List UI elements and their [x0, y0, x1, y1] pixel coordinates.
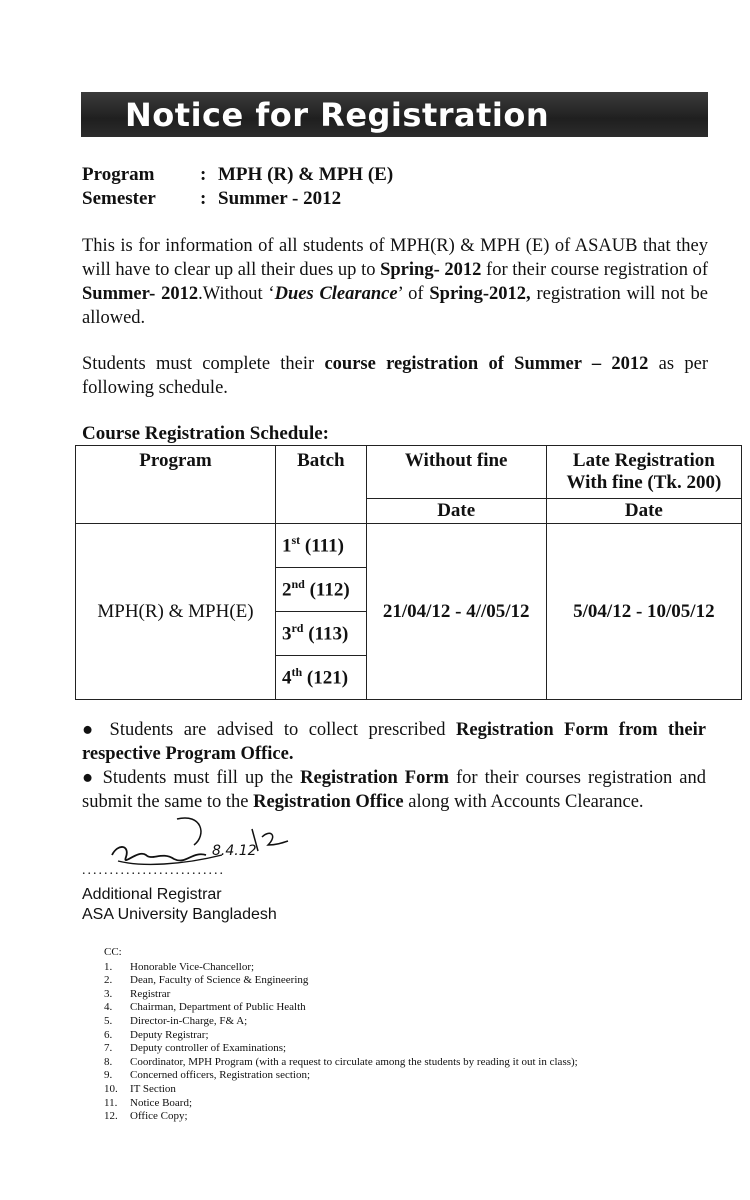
item-number: 7. — [104, 1042, 113, 1055]
list-item — [104, 1015, 578, 1029]
list-item: ● Students are advised to collect prescribed Registration Form from their respective Program Office. — [82, 720, 706, 764]
title-banner — [81, 92, 708, 137]
header-row — [76, 446, 742, 499]
signature-date: 8.4.12 — [212, 843, 257, 859]
text: Students must complete their — [82, 354, 325, 374]
bold-text: Spring-2012, — [429, 284, 531, 304]
colon: : — [200, 188, 207, 209]
schedule-table — [75, 445, 742, 700]
text: registration will not be allowed. — [82, 284, 708, 328]
dues-paragraph — [82, 234, 708, 330]
cc-recipient: Honorable Vice-Chancellor; — [130, 960, 255, 973]
cc-recipient: Chairman, Department of Public Health — [130, 1001, 306, 1014]
item-number: 4. — [104, 1001, 113, 1014]
table-row — [76, 524, 742, 568]
cc-items — [104, 961, 578, 1124]
cc-recipient: Coordinator, MPH Program (with a request to circulate among the students by reading it out in class); — [130, 1055, 578, 1068]
list-item — [104, 1110, 578, 1124]
schedule-paragraph — [82, 352, 708, 400]
bold-text: Spring- 2012 — [380, 260, 482, 280]
cc-heading: CC: — [104, 946, 122, 958]
bullet-icon: ● — [82, 720, 110, 740]
header-batch: Batch — [275, 446, 366, 524]
cc-recipient: Office Copy; — [130, 1110, 188, 1123]
cc-list — [104, 946, 578, 1124]
item-number: 11. — [104, 1096, 118, 1109]
cc-recipient: Concerned officers, Registration section; — [130, 1069, 311, 1082]
semester-label: Semester — [82, 188, 156, 209]
semester-row — [82, 187, 393, 211]
item-number: 1. — [104, 960, 113, 973]
list-item — [104, 1097, 578, 1111]
program-cell: MPH(R) & MPH(E) — [76, 524, 276, 700]
header-program: Program — [76, 446, 276, 524]
text: for their course registration of — [481, 260, 708, 280]
batch-cell: 4th (121) — [275, 656, 366, 700]
program-row — [82, 163, 393, 187]
cc-recipient: Registrar — [130, 987, 171, 1000]
list-item — [104, 974, 578, 988]
cc-recipient: Deputy Registrar; — [130, 1028, 209, 1041]
schedule-title: Course Registration Schedule: — [82, 423, 329, 444]
batch-cell: 2nd (112) — [275, 568, 366, 612]
without-fine-date: 21/04/12 - 4//05/12 — [366, 524, 546, 700]
date-header: Date — [546, 499, 741, 524]
bold-text: course registration of Summer – 2012 — [324, 354, 649, 374]
item-number: 6. — [104, 1028, 113, 1041]
text: .Without ‘ — [198, 284, 275, 304]
list-item — [104, 1056, 578, 1070]
text: ’ of — [397, 284, 430, 304]
semester-value: Summer - 2012 — [218, 188, 342, 209]
list-item: ● Students must fill up the Registration Form for their courses registration and submit the same to the Registration Office along with Accounts Clearance. — [82, 768, 707, 812]
list-item — [104, 1069, 578, 1083]
signature-dots: .......................... — [82, 863, 225, 878]
item-number: 8. — [104, 1055, 113, 1068]
program-label: Program — [82, 164, 155, 185]
batch-cell: 3rd (113) — [275, 612, 366, 656]
late-date: 5/04/12 - 10/05/12 — [546, 524, 741, 700]
item-number: 10. — [104, 1082, 118, 1095]
list-item — [104, 1042, 578, 1056]
cc-recipient: Director-in-Charge, F& A; — [130, 1014, 248, 1027]
cc-recipient: Deputy controller of Examinations; — [130, 1042, 287, 1055]
list-item — [104, 1001, 578, 1015]
list-item — [104, 1083, 578, 1097]
header-late-registration — [546, 446, 741, 499]
colon: : — [200, 164, 207, 185]
cc-recipient: IT Section — [130, 1082, 176, 1095]
list-item — [104, 961, 578, 975]
cc-recipient: Dean, Faculty of Science & Engineering — [130, 974, 309, 987]
instructions — [82, 718, 706, 814]
item-number: 9. — [104, 1069, 113, 1082]
item-number: 2. — [104, 974, 113, 987]
date-header: Date — [366, 499, 546, 524]
program-info — [82, 163, 393, 211]
list-item — [104, 988, 578, 1002]
list-item — [104, 1029, 578, 1043]
item-number: 12. — [104, 1110, 118, 1123]
text: This is for information of all students of MPH(R) & MPH (E) of ASAUB that they will have to clear up all their dues up to — [82, 236, 708, 280]
late-line-2: With fine (Tk. 200) — [566, 472, 722, 493]
item-number: 3. — [104, 987, 113, 1000]
signatory-org: ASA University Bangladesh — [82, 906, 277, 923]
signatory-title: Additional Registrar — [82, 886, 222, 903]
program-value: MPH (R) & MPH (E) — [218, 164, 394, 185]
page-title: Notice for Registration — [125, 95, 550, 134]
bold-italic-text: Dues Clearance — [274, 284, 398, 304]
cc-recipient: Notice Board; — [130, 1096, 193, 1109]
text: as per following schedule. — [82, 354, 708, 398]
bullet-icon: ● — [82, 768, 103, 788]
batch-cell: 1st (111) — [275, 524, 366, 568]
bold-text: Summer- 2012 — [82, 284, 199, 304]
late-line-1: Late Registration — [572, 450, 715, 471]
signatory — [82, 885, 277, 925]
item-number: 5. — [104, 1014, 113, 1027]
header-without-fine: Without fine — [366, 446, 546, 499]
